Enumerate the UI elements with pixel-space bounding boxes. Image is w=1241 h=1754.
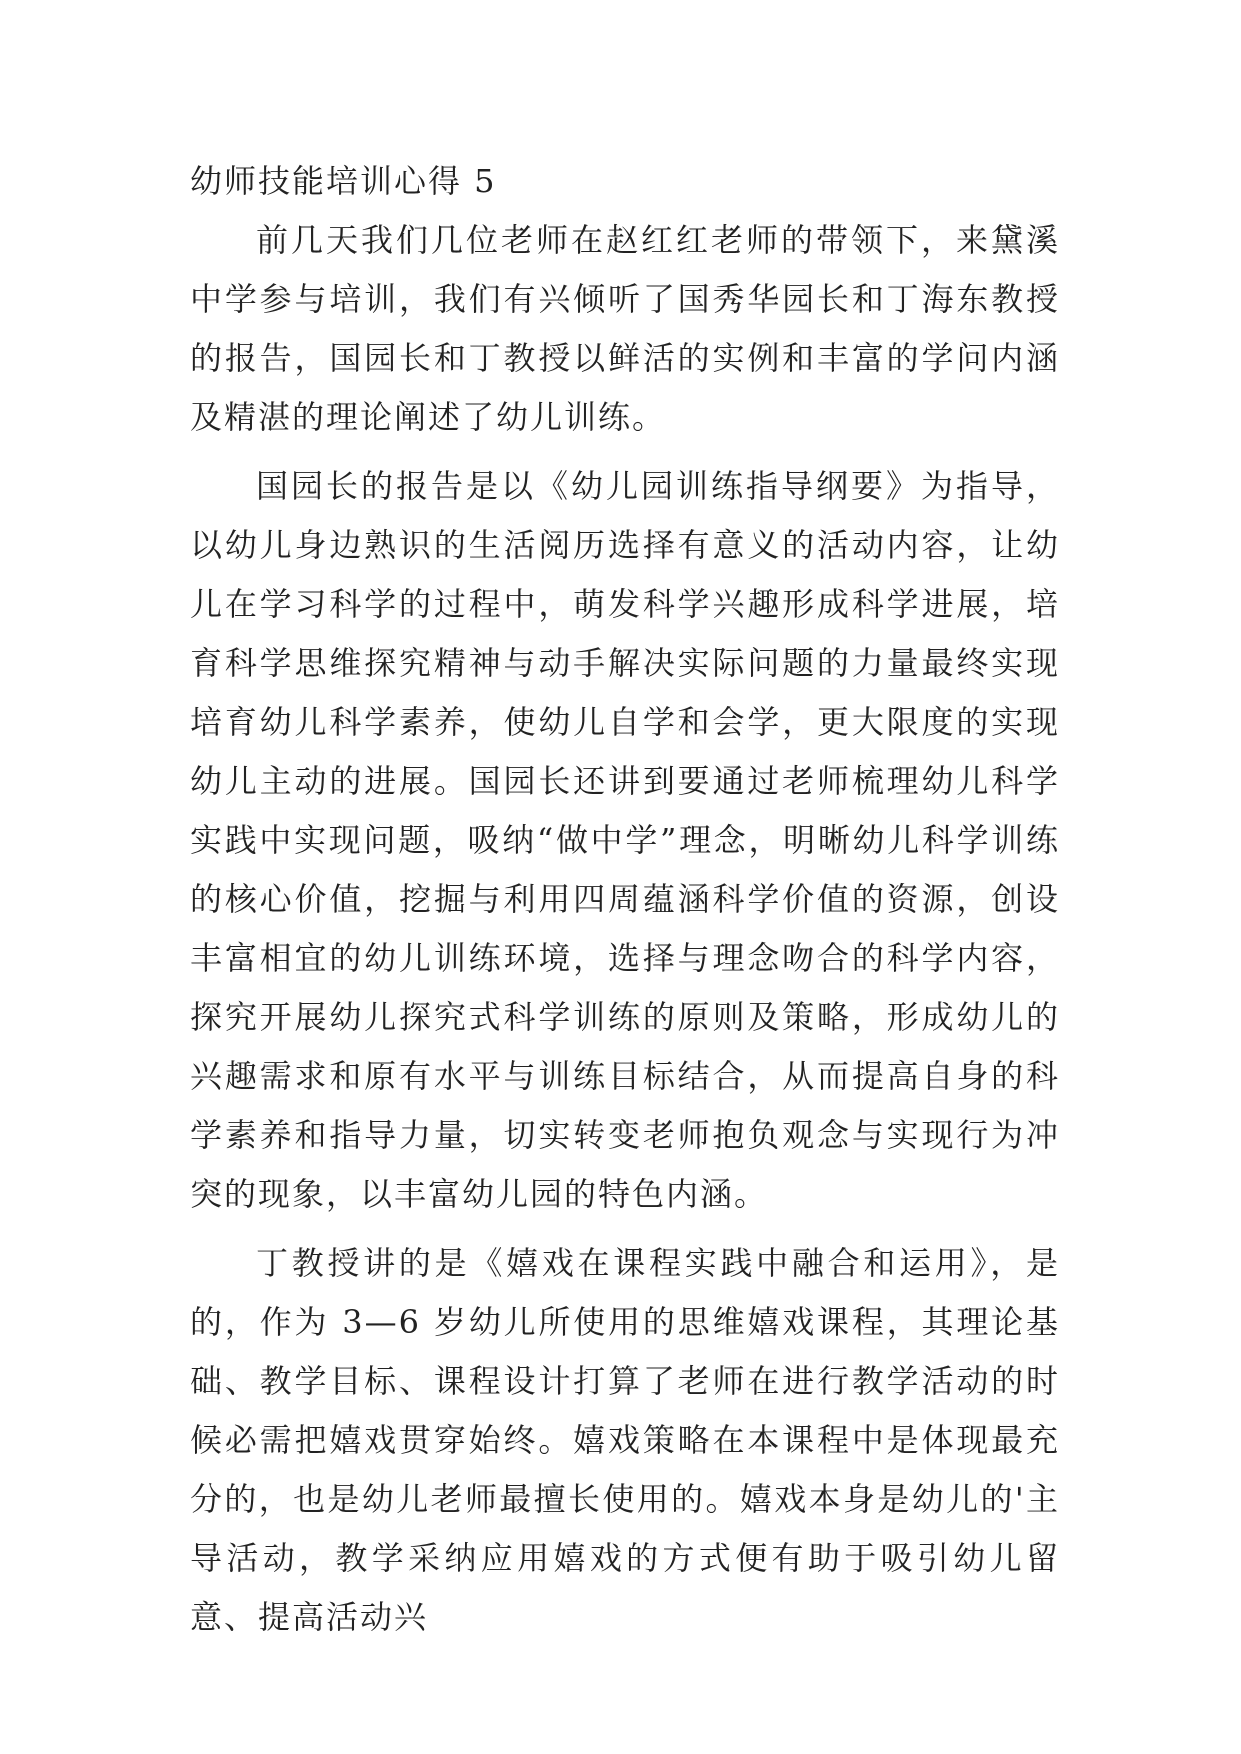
- paragraph-guo-report: 国园长的报告是以《幼儿园训练指导纲要》为指导，以幼儿身边熟识的生活阅历选择有意义的活动内容，让幼儿在学习科学的过程中，萌发科学兴趣形成科学进展，培育科学思维探究精神与动手解决实际问题的力量最终实现培育幼儿科学素养，使幼儿自学和会学，更大限度的实现幼儿主动的进展。国园长还讲到要通过老师梳理幼儿科学实践中实现问题，吸纳“做中学”理念，明晰幼儿科学训练的核心价值，挖掘与利用四周蕴涵科学价值的资源，创设丰富相宜的幼儿训练环境，选择与理念吻合的科学内容，探究开展幼儿探究式科学训练的原则及策略，形成幼儿的兴趣需求和原有水平与训练目标结合，从而提高自身的科学素养和指导力量，切实转变老师抱负观念与实现行为冲突的现象，以丰富幼儿园的特色内涵。: [190, 467, 1060, 1213]
- document-title: 幼师技能培训心得 5: [190, 162, 497, 200]
- paragraph-intro: 前几天我们几位老师在赵红红老师的带领下，来黛溪中学参与培训，我们有兴倾听了国秀华园长和丁海东教授的报告，国园长和丁教授以鲜活的实例和丰富的学问内涵及精湛的理论阐述了幼儿训练。: [190, 221, 1060, 436]
- document-body: [190, 152, 1060, 1647]
- paragraph-ding-report: 丁教授讲的是《嬉戏在课程实践中融合和运用》，是的，作为 3—6 岁幼儿所使用的思维嬉戏课程，其理论基础、教学目标、课程设计打算了老师在进行教学活动的时候必需把嬉戏贯穿始终。嬉戏策略在本课程中是体现最充分的，也是幼儿老师最擅长使用的。嬉戏本身是幼儿的'主导活动，教学采纳应用嬉戏的方式便有助于吸引幼儿留意、提高活动兴: [190, 1244, 1060, 1636]
